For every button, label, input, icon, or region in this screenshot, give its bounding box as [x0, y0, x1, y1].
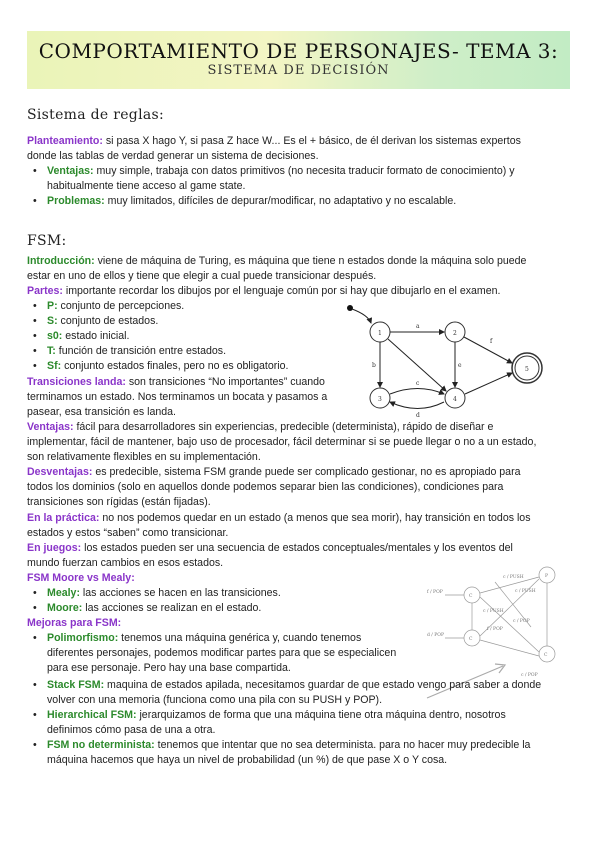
text: pasear, esa transición es landa.	[27, 406, 176, 418]
bullet-problemas: • Problemas: muy limitados, difíciles de depurar/modificar, no adaptativo y no escalable.	[33, 195, 457, 207]
edge-d	[390, 402, 444, 409]
edge	[480, 640, 539, 656]
bullet-ventajas: • Ventajas: muy simple, trabaja con datos primitivos (no necesita traducir formato de conocimiento) y habitualmente tiene acceso al game state.	[33, 165, 515, 192]
state-label: 3	[378, 396, 382, 403]
state-label: P	[545, 574, 549, 579]
edge-label: f / POP	[487, 627, 503, 632]
label-practica: En la práctica:	[27, 512, 100, 524]
text: importante recordar los dibujos por el lenguaje común por si hay que dibujarlo en el examen.	[62, 285, 501, 297]
text: todos los dominios (solo en aquellos donde podemos separar bien las condiciones), condiciones para	[27, 481, 504, 493]
paragraph-practica	[27, 511, 567, 541]
text: maquina de estados apilada, necesitamos guardar de que estado vengo para saber a donde	[104, 679, 542, 691]
text: habitualmente tiene acceso al game state.	[47, 180, 246, 192]
edge	[480, 597, 539, 652]
label-desventajas: Desventajas:	[27, 466, 93, 478]
label-introduccion: Introducción:	[27, 255, 95, 267]
bullet-part-p: • P: conjunto de percepciones.	[33, 300, 185, 312]
edge-label: c / POP	[521, 673, 538, 678]
edge-label: c / PUSH	[515, 589, 536, 594]
section-heading-fsm: FSM:	[27, 233, 67, 249]
label: Sf:	[47, 360, 62, 372]
paragraph-transiciones-landa	[27, 375, 347, 420]
page-title: COMPORTAMIENTO DE PERSONAJES- TEMA 3:	[38, 39, 559, 63]
text: estados y estos “saben” como transicionar.	[27, 527, 229, 539]
state-label: 5	[525, 366, 529, 373]
edge-label: f / POP	[427, 590, 443, 595]
text: definimos cómo pasa de una a otra.	[47, 724, 216, 736]
state-label: 4	[453, 396, 457, 403]
edge-label: d / POP	[427, 633, 445, 638]
text: los estados pueden ser una secuencia de estados conceptuales/mentales y los eventos del	[81, 542, 513, 554]
edge-h	[465, 373, 512, 394]
bullet-part-s: • S: conjunto de estados.	[33, 315, 159, 327]
label: Polimorfismo:	[47, 632, 119, 644]
bullet-part-t: • T: función de transición entre estados.	[33, 345, 227, 357]
start-dot	[347, 305, 353, 311]
label-partes: Partes:	[27, 285, 63, 297]
text: conjunto estados finales, pero no es obligatorio.	[61, 360, 289, 372]
label: Stack FSM:	[47, 679, 105, 691]
text: fácil para desarrolladores sin experiencias, predecible (determinista), rápido de diseñar e	[73, 421, 494, 433]
state-label: C	[469, 594, 473, 599]
state-label: 1	[378, 330, 382, 337]
label: Moore:	[47, 602, 83, 614]
bullet-mealy: • Mealy: las acciones se hacen en las transiciones.	[33, 587, 281, 599]
label: T:	[47, 345, 56, 357]
edge-f	[464, 337, 512, 363]
fsm-diagram	[330, 295, 560, 420]
paragraph-introduccion	[27, 254, 567, 284]
text: transiciones son rígidas (están fijadas).	[27, 496, 211, 508]
label: FSM no determinista:	[47, 739, 155, 751]
text: función de transición entre estados.	[55, 345, 227, 357]
edge-label: f	[490, 338, 493, 345]
text: mundo fuerzan cambios en esos estados.	[27, 557, 224, 569]
text: tenemos que intentar que no sea determinista. para no hacer muy predecible la	[154, 739, 531, 751]
label-juegos: En juegos:	[27, 542, 82, 554]
edge-label: c	[416, 380, 420, 387]
edge-label: a	[416, 323, 420, 330]
text: las acciones se realizan en el estado.	[82, 602, 262, 614]
text: diferentes personajes, podemos modificar partes para que se especialicen	[47, 647, 397, 659]
text: conjunto de percepciones.	[57, 300, 185, 312]
text: máquina hacemos que haya un nivel de probabilidad (un %) de que pase X o Y cosa.	[47, 754, 448, 766]
bullet-part-s0: • s0: estado inicial.	[33, 330, 130, 342]
text: conjunto de estados.	[57, 315, 159, 327]
edge-label: c / PUSH	[503, 575, 524, 580]
edge-label: d	[416, 412, 420, 419]
bullet-fsm-no-determinista: • FSM no determinista: tenemos que intentar que no sea determinista. para no hacer muy predecible la máquina hacemos que haya un nivel de probabilidad (un %) de que pase X o Y cosa.	[33, 739, 531, 766]
bullet-stack-fsm: • Stack FSM: maquina de estados apilada, necesitamos guardar de que estado vengo para saber a donde volver con una memoria (funciona como una pila con su PUSH y POP).	[33, 679, 542, 706]
text: las acciones se hacen en las transiciones.	[79, 587, 281, 599]
paragraph-desventajas	[27, 465, 567, 510]
label: S:	[47, 315, 58, 327]
section-heading-reglas: Sistema de reglas:	[27, 107, 164, 123]
label-ventajas: Ventajas:	[47, 165, 94, 177]
edge-label: c / POP	[513, 619, 530, 624]
label: s0:	[47, 330, 63, 342]
edge-label: e	[458, 362, 462, 369]
edge-label: b	[372, 362, 376, 369]
text: muy limitados, difíciles de depurar/modificar, no adaptativo y no escalable.	[104, 195, 457, 207]
title-banner	[27, 31, 570, 89]
label-mejoras: Mejoras para FSM:	[27, 617, 122, 629]
start-edge	[352, 309, 371, 323]
text: jerarquizamos de forma que una máquina tiene otra máquina dentro, nosotros	[136, 709, 506, 721]
state-label: C	[469, 637, 473, 642]
edge-label: c / PUSH	[483, 609, 504, 614]
text: muy simple, trabaja con datos primitivos (no necesita traducir formato de conocimiento) y	[93, 165, 515, 177]
text: para ese personaje. Pero hay una base compartida.	[47, 662, 291, 674]
text: son relativamente flexibles en su implementación.	[27, 451, 261, 463]
bullet-hierarchical-fsm: • Hierarchical FSM: jerarquizamos de forma que una máquina tiene otra máquina dentro, nosotros definimos cómo pasa de una a otra.	[33, 709, 506, 736]
text: volver con una memoria (funciona como una pila con su PUSH y POP).	[47, 694, 383, 706]
text: tenemos una máquina genérica y, cuando tenemos	[118, 632, 362, 644]
text: donde las tablas de verdad generar un sistema de decisiones.	[27, 150, 319, 162]
text: implementar, fácil de mantener, bajo uso de procesador, fácil determinar si se puede llegar o no a un estado,	[27, 436, 537, 448]
label-ventajas: Ventajas:	[27, 421, 74, 433]
label: Hierarchical FSM:	[47, 709, 137, 721]
edge-c	[390, 389, 444, 395]
state-label: C	[544, 653, 548, 658]
paragraph-ventajas-fsm	[27, 420, 567, 465]
text: no nos podemos quedar en un estado (a menos que sea morir), hay transición en todos los	[99, 512, 531, 524]
label: P:	[47, 300, 58, 312]
label-transiciones: Transiciones landa:	[27, 376, 126, 388]
bullet-moore: • Moore: las acciones se realizan en el estado.	[33, 602, 262, 614]
label-problemas: Problemas:	[47, 195, 105, 207]
text: estado inicial.	[62, 330, 130, 342]
bullet-part-sf: • Sf: conjunto estados finales, pero no es obligatorio.	[33, 360, 289, 372]
text: es predecible, sistema FSM grande puede ser complicado gestionar, no es apropiado para	[92, 466, 521, 478]
label-planteamiento: Planteamiento:	[27, 135, 103, 147]
text: viene de máquina de Turing, es máquina que tiene n estados donde la máquina solo puede	[94, 255, 527, 267]
text: estar en uno de ellos y tiene que elegir a cual puede transicionar después.	[27, 270, 377, 282]
text: terminamos un estado. Nos terminamos un bocata y pasamos a	[27, 391, 328, 403]
bullet-polimorfismo: • Polimorfismo: tenemos una máquina genérica y, cuando tenemos diferentes personajes, podemos modificar partes para que se especialicen para ese personaje. Pero hay una base compartida.	[33, 632, 397, 674]
label-moore-mealy: FSM Moore vs Mealy:	[27, 572, 135, 584]
text: si pasa X hago Y, si pasa Z hace W... Es el + básico, de él derivan los sistemas expertos	[102, 135, 521, 147]
label: Mealy:	[47, 587, 80, 599]
page-subtitle: SISTEMA DE DECISIÓN	[207, 63, 390, 78]
state-label: 2	[453, 330, 457, 337]
text: son transiciones “No importantes” cuando	[125, 376, 325, 388]
paragraph-planteamiento	[27, 134, 567, 164]
